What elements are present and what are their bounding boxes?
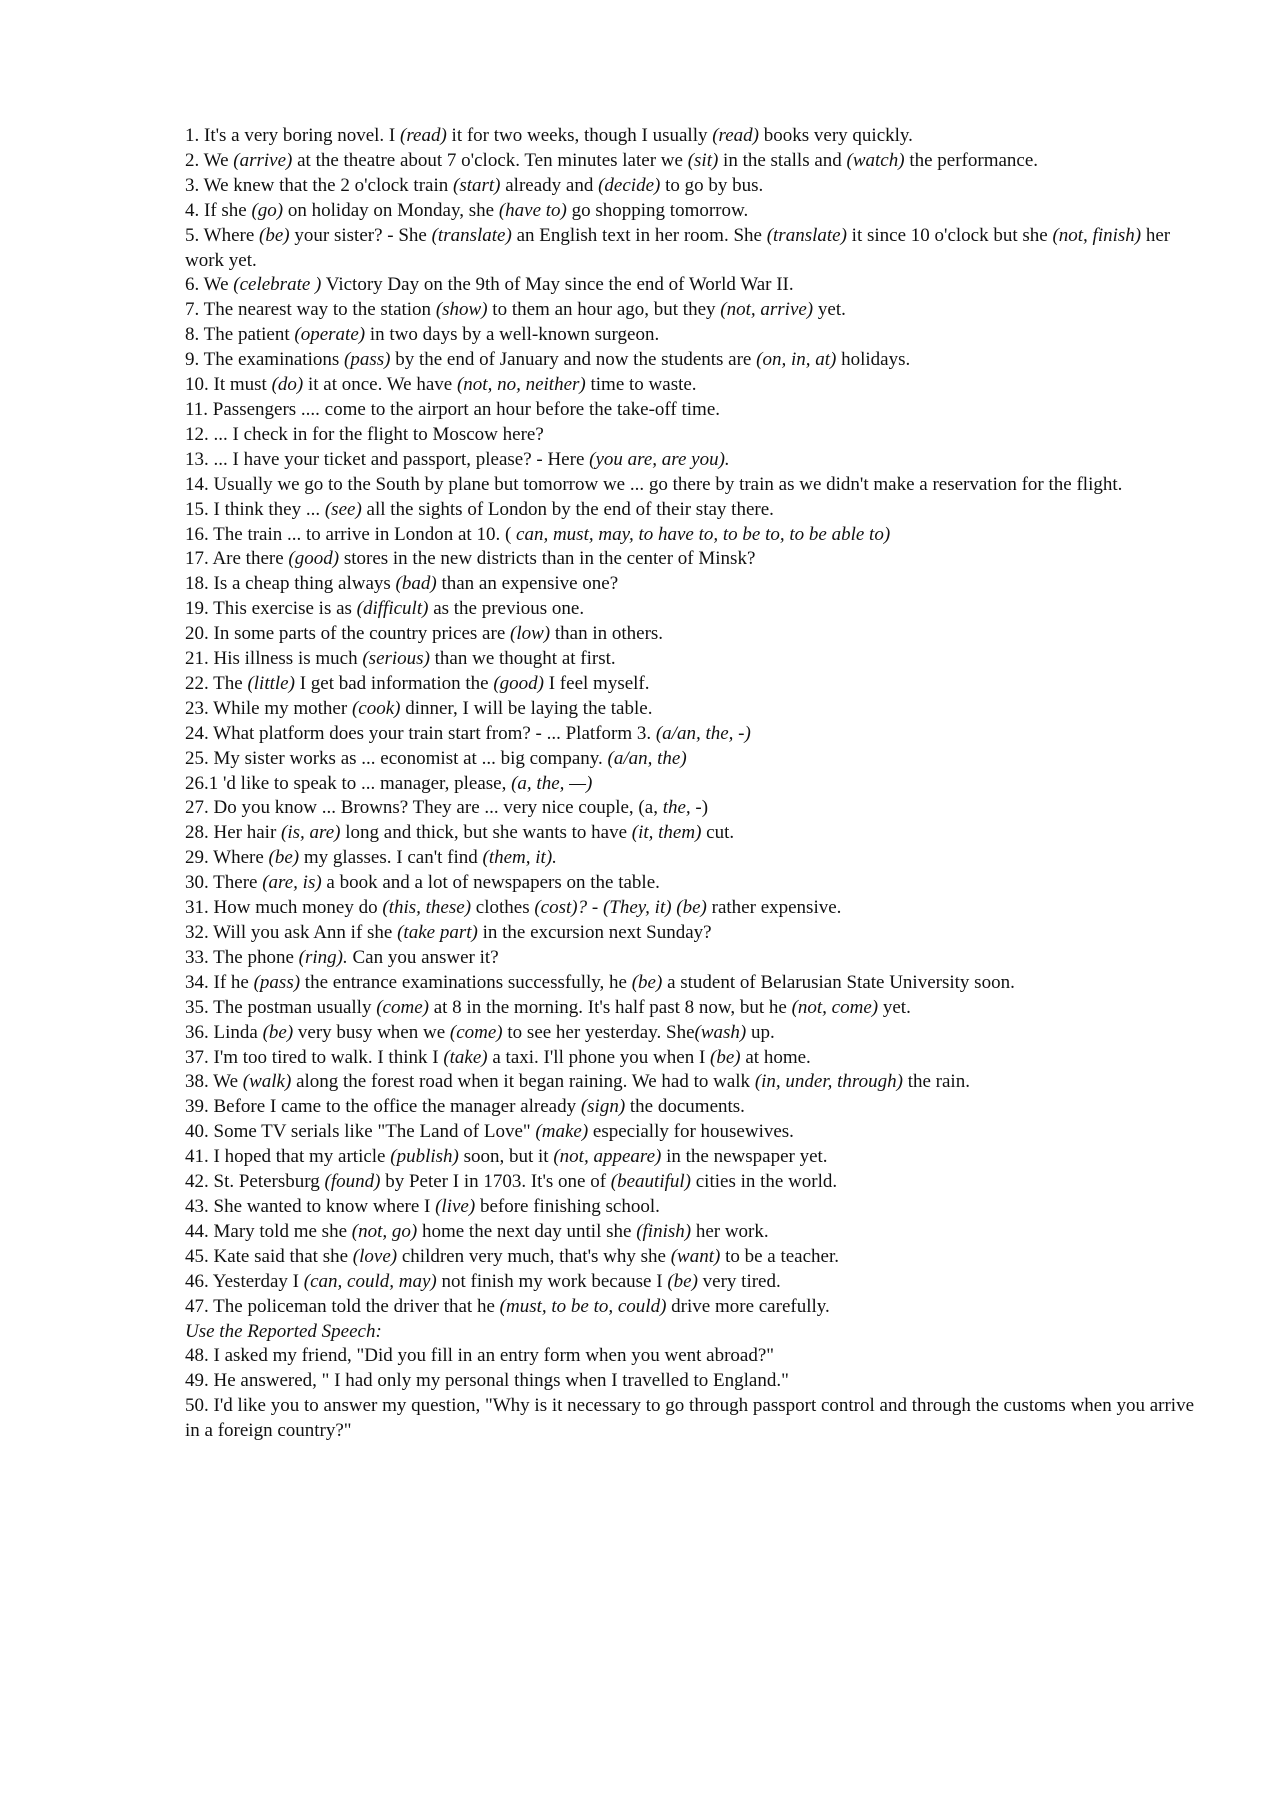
exercise-line [185, 1170, 1195, 1195]
exercise-line [185, 1320, 1195, 1345]
sentence-text: 44. Mary told me she [185, 1220, 352, 1242]
sentence-text: 20. In some parts of the country prices are [185, 623, 511, 645]
verb-hint: (watch) [846, 149, 905, 171]
exercise-line [185, 1070, 1195, 1095]
sentence-text: I feel myself. [543, 672, 650, 694]
sentence-text: already and [500, 174, 599, 196]
exercise-line [185, 149, 1195, 174]
sentence-text: 25. My sister works as ... economist at ... big company. [185, 747, 608, 769]
sentence-text: 27. Do you know ... Browns? They are ... very nice couple, (a, [185, 797, 663, 819]
sentence-text: 49. He answered, " I had only my personal things when I travelled to England." [185, 1370, 789, 1392]
sentence-text: an English text in her room. She [511, 224, 767, 246]
sentence-text: along the forest road when it began raining. We had to walk [291, 1071, 755, 1093]
sentence-text: go shopping tomorrow. [566, 199, 749, 221]
verb-hint: (be) [631, 971, 663, 993]
exercise-line [185, 273, 1195, 298]
verb-hint: (publish) [390, 1146, 459, 1168]
exercise-line [185, 523, 1195, 548]
verb-hint: (show) [435, 299, 488, 321]
sentence-text: books very quickly. [759, 125, 913, 146]
sentence-text: cities in the world. [691, 1171, 838, 1193]
verb-hint: (read) [712, 125, 760, 146]
exercise-line [185, 1195, 1195, 1220]
verb-hint: (good) [288, 548, 340, 570]
verb-hint: (go) [251, 199, 284, 221]
sentence-text: 29. Where [185, 847, 269, 869]
verb-hint: (pass) [344, 349, 391, 371]
sentence-text: 21. His illness is much [185, 648, 363, 670]
verb-hint: (cost)? - (They, it) (be) [534, 897, 707, 919]
exercise-line [185, 1120, 1195, 1145]
verb-hint: (can, could, may) [303, 1270, 437, 1292]
sentence-text: 16. The train ... to arrive in London at 10. ( [185, 523, 517, 545]
sentence-text: time to waste. [585, 374, 697, 396]
verb-hint: (love) [352, 1245, 398, 1267]
verb-hint: (low) [510, 623, 551, 645]
sentence-text: at the theatre about 7 o'clock. Ten minutes later we [292, 149, 688, 171]
exercise-line [185, 174, 1195, 199]
sentence-text: 9. The examinations [185, 349, 345, 371]
sentence-text: rather expensive. [706, 897, 842, 919]
sentence-text: my glasses. I can't find [299, 847, 483, 869]
sentence-text: 2. We [185, 149, 234, 171]
sentence-text: in the stalls and [718, 149, 847, 171]
sentence-text: 7. The nearest way to the station [185, 299, 436, 321]
sentence-text: 38. We [185, 1071, 243, 1093]
sentence-text: her work. [691, 1220, 769, 1242]
sentence-text: by Peter I in 1703. It's one of [380, 1171, 611, 1193]
verb-hint: (sign) [580, 1096, 626, 1118]
verb-hint: (not, go) [351, 1220, 418, 1242]
sentence-text: Victory Day on the 9th of May since the end of World War II. [321, 274, 794, 296]
sentence-text: 18. Is a cheap thing always [185, 573, 396, 595]
verb-hint: (pass) [253, 971, 301, 993]
sentence-text: 50. I'd like you to answer my question, "Why is it necessary to go through passport control and through the customs when you arrive in a foreign country?" [185, 1395, 1195, 1442]
sentence-text: 43. She wanted to know where I [185, 1195, 436, 1217]
verb-hint: (be) [268, 847, 300, 869]
exercise-line [185, 871, 1195, 896]
sentence-text: very busy when we [293, 1021, 450, 1043]
exercise-line [185, 1145, 1195, 1170]
sentence-text: 22. The [185, 672, 248, 694]
sentence-text: 1. It's a very boring novel. I [185, 125, 401, 146]
sentence-text: drive more carefully. [666, 1295, 830, 1317]
sentence-text: the documents. [625, 1096, 745, 1118]
sentence-text: 48. I asked my friend, "Did you fill in an entry form when you went abroad?" [185, 1345, 775, 1367]
exercise-line [185, 921, 1195, 946]
verb-hint: (on, in, at) [756, 349, 837, 371]
sentence-text: 36. Linda [185, 1021, 263, 1043]
verb-hint: (must, to be to, could) [499, 1295, 667, 1317]
sentence-text: yet. [878, 996, 911, 1018]
verb-hint: (a/an, the, -) [655, 722, 751, 744]
sentence-text: your sister? - She [289, 224, 432, 246]
verb-hint: (cook) [351, 697, 401, 719]
verb-hint: (come) [376, 996, 429, 1018]
exercise-line [185, 971, 1195, 996]
exercise-line [185, 1245, 1195, 1270]
sentence-text: 28. Her hair [185, 822, 282, 844]
sentence-text: 24. What platform does your train start from? - ... Platform 3. [185, 722, 656, 744]
sentence-text: 40. Some TV serials like "The Land of Love" [185, 1121, 536, 1143]
verb-hint: (live) [435, 1195, 476, 1217]
sentence-text: I get bad information the [294, 672, 494, 694]
verb-hint: (start) [453, 174, 501, 196]
sentence-text: 26.1 'd like to speak to ... manager, please, [185, 772, 512, 794]
exercise-line [185, 547, 1195, 572]
sentence-text: clothes [471, 897, 535, 919]
exercise-line [185, 846, 1195, 871]
exercise-line [185, 572, 1195, 597]
exercise-line [185, 423, 1195, 448]
exercise-line [185, 473, 1195, 498]
exercise-page [185, 124, 1195, 1444]
verb-hint: Use the Reported Speech: [185, 1320, 382, 1342]
verb-hint: (little) [247, 672, 295, 694]
exercise-line [185, 722, 1195, 747]
exercise-line [185, 1220, 1195, 1245]
verb-hint: (not, come) [791, 996, 879, 1018]
sentence-text: than an expensive one? [436, 573, 619, 595]
sentence-text: a book and a lot of newspapers on the table. [321, 872, 660, 894]
verb-hint: (be) [262, 1021, 294, 1043]
verb-hint: (finish) [636, 1220, 692, 1242]
verb-hint: (translate) [766, 224, 847, 246]
sentence-text: 13. ... I have your ticket and passport, please? - Here [185, 448, 590, 470]
sentence-text: in the newspaper yet. [661, 1146, 828, 1168]
sentence-text: 32. Will you ask Ann if she [185, 922, 398, 943]
exercise-line [185, 498, 1195, 523]
sentence-text: long and thick, but she wants to have [340, 822, 632, 844]
sentence-text: 41. I hoped that my article [185, 1146, 391, 1168]
sentence-text: -) [690, 797, 709, 819]
sentence-text: by the end of January and now the students are [390, 349, 757, 371]
sentence-text: cut. [701, 822, 735, 844]
sentence-text: a taxi. I'll phone you when I [487, 1046, 711, 1068]
sentence-text: it for two weeks, though I usually [446, 125, 713, 146]
sentence-text: than we thought at first. [429, 648, 616, 670]
sentence-text: 19. This exercise is as [185, 598, 357, 620]
sentence-text: in two days by a well-known surgeon. [365, 324, 660, 346]
verb-hint: (good) [493, 672, 544, 694]
verb-hint: (have to) [498, 199, 567, 221]
exercise-line [185, 1344, 1195, 1369]
verb-hint: (not, finish) [1052, 224, 1142, 246]
verb-hint: (walk) [242, 1071, 292, 1093]
sentence-text: 5. Where [185, 224, 260, 246]
sentence-text: 37. I'm too tired to walk. I think I [185, 1046, 444, 1068]
verb-hint: (not, arrive) [720, 299, 814, 321]
verb-hint: (take) [443, 1046, 488, 1068]
sentence-text: 10. It must [185, 374, 272, 396]
verb-hint: (celebrate ) [233, 274, 322, 296]
exercise-line [185, 597, 1195, 622]
verb-hint: (difficult) [356, 598, 429, 620]
verb-hint: (a/an, the) [607, 747, 687, 769]
verb-hint: (bad) [395, 573, 437, 595]
exercise-line [185, 298, 1195, 323]
sentence-text: the performance. [904, 149, 1039, 171]
exercise-line [185, 348, 1195, 373]
sentence-text: 11. Passengers .... come to the airport an hour before the take-off time. [185, 398, 720, 420]
verb-hint: (not, appeare) [553, 1146, 662, 1168]
verb-hint: (you are, are you). [589, 448, 730, 470]
exercise-line [185, 896, 1195, 921]
sentence-text: 34. If he [185, 971, 254, 993]
exercise-line [185, 398, 1195, 423]
verb-hint: (a, the, —) [511, 772, 593, 794]
sentence-text: especially for housewives. [588, 1121, 794, 1143]
sentence-text: 23. While my mother [185, 697, 352, 719]
verb-hint: (serious) [362, 648, 430, 670]
sentence-text: it at once. We have [303, 374, 457, 396]
verb-hint: (come) [449, 1021, 503, 1043]
verb-hint: (are, is) [262, 872, 322, 894]
sentence-text: 8. The patient [185, 324, 295, 346]
verb-hint: (be) [710, 1046, 741, 1068]
verb-hint: (ring). [298, 946, 348, 968]
verb-hint: (be) [259, 224, 290, 246]
sentence-text: at 8 in the morning. It's half past 8 now, but he [428, 996, 792, 1018]
exercise-line [185, 124, 1195, 149]
verb-hint: (want) [670, 1245, 721, 1267]
sentence-text: very tired. [697, 1270, 781, 1292]
sentence-text: to see her yesterday. She [502, 1021, 695, 1043]
sentence-text: yet. [813, 299, 846, 321]
sentence-text: at home. [740, 1046, 811, 1068]
sentence-text: 39. Before I came to the office the manager already [185, 1096, 581, 1118]
sentence-text: dinner, I will be laying the table. [400, 697, 653, 719]
sentence-text: to them an hour ago, but they [487, 299, 721, 321]
verb-hint: the, [662, 797, 691, 819]
exercise-line [185, 323, 1195, 348]
sentence-text: in the excursion next Sunday? [477, 922, 712, 943]
sentence-text: 33. The phone [185, 946, 299, 968]
sentence-text: 12. ... I check in for the flight to Moscow here? [185, 423, 544, 445]
verb-hint: (them, it). [482, 847, 557, 869]
exercise-line [185, 224, 1195, 274]
exercise-line [185, 1295, 1195, 1320]
sentence-text: the rain. [902, 1071, 970, 1093]
sentence-text: on holiday on Monday, she [283, 199, 499, 221]
sentence-text: soon, but it [458, 1146, 554, 1168]
sentence-text: 47. The policeman told the driver that he [185, 1295, 500, 1317]
exercise-line [185, 996, 1195, 1021]
exercise-line [185, 1369, 1195, 1394]
exercise-line [185, 946, 1195, 971]
sentence-text: up. [746, 1021, 775, 1043]
sentence-text: as the previous one. [428, 598, 585, 620]
sentence-text: 6. We [185, 274, 234, 296]
sentence-text: 35. The postman usually [185, 996, 377, 1018]
sentence-text: not finish my work because I [436, 1270, 668, 1292]
exercise-line [185, 622, 1195, 647]
sentence-text: to be a teacher. [720, 1245, 839, 1267]
sentence-text: than in others. [550, 623, 664, 645]
sentence-text: 45. Kate said that she [185, 1245, 353, 1267]
sentence-text: the entrance examinations successfully, he [300, 971, 632, 993]
sentence-text: 14. Usually we go to the South by plane but tomorrow we ... go there by train as we didn't make a reservation for the flight. [185, 473, 1123, 495]
sentence-text: 42. St. Petersburg [185, 1171, 325, 1193]
exercise-line [185, 672, 1195, 697]
verb-hint: (found) [324, 1171, 381, 1193]
sentence-text: 31. How much money do [185, 897, 383, 919]
sentence-text: all the sights of London by the end of their stay there. [361, 498, 774, 520]
sentence-text: 15. I think they ... [185, 498, 325, 520]
verb-hint: (be) [667, 1270, 698, 1292]
verb-hint: can, must, may, to have to, to be to, to be able to) [516, 523, 891, 545]
verb-hint: (decide) [598, 174, 661, 196]
exercise-line [185, 448, 1195, 473]
sentence-text: holidays. [836, 349, 911, 371]
exercise-line [185, 199, 1195, 224]
exercise-line [185, 747, 1195, 772]
verb-hint: (in, under, through) [754, 1071, 903, 1093]
sentence-text: home the next day until she [417, 1220, 637, 1242]
verb-hint: (make) [535, 1121, 589, 1143]
exercise-line [185, 1394, 1195, 1444]
sentence-text: a student of Belarusian State University soon. [662, 971, 1015, 993]
sentence-text: stores in the new districts than in the center of Minsk? [339, 548, 756, 570]
verb-hint: (do) [271, 374, 304, 396]
exercise-line [185, 697, 1195, 722]
verb-hint: (this, these) [382, 897, 472, 919]
sentence-text: children very much, that's why she [397, 1245, 671, 1267]
verb-hint: (is, are) [281, 822, 341, 844]
exercise-line [185, 821, 1195, 846]
verb-hint: (it, them) [631, 822, 702, 844]
sentence-text: before finishing school. [475, 1195, 660, 1217]
sentence-text: to go by bus. [660, 174, 764, 196]
exercise-line [185, 1095, 1195, 1120]
verb-hint: (not, no, neither) [456, 374, 586, 396]
verb-hint: (read) [400, 125, 447, 146]
exercise-line [185, 373, 1195, 398]
verb-hint: (translate) [431, 224, 512, 246]
sentence-text: it since 10 o'clock but she [846, 224, 1053, 246]
sentence-text: 17. Are there [185, 548, 289, 570]
verb-hint: (take part) [397, 922, 478, 943]
sentence-text: 4. If she [185, 199, 252, 221]
sentence-text: her work yet. [185, 224, 1171, 271]
verb-hint: (wash) [694, 1021, 747, 1043]
sentence-text: 30. There [185, 872, 263, 894]
sentence-text: Can you answer it? [347, 946, 499, 968]
exercise-line [185, 647, 1195, 672]
verb-hint: (see) [324, 498, 362, 520]
verb-hint: (beautiful) [610, 1171, 691, 1193]
exercise-line [185, 1021, 1195, 1046]
exercise-line [185, 772, 1195, 797]
exercise-line [185, 1046, 1195, 1071]
sentence-text: 46. Yesterday I [185, 1270, 304, 1292]
verb-hint: (sit) [687, 149, 719, 171]
sentence-text: 3. We knew that the 2 o'clock train [185, 174, 453, 196]
exercise-line [185, 796, 1195, 821]
verb-hint: (arrive) [233, 149, 293, 171]
exercise-line [185, 1270, 1195, 1295]
verb-hint: (operate) [294, 324, 366, 346]
